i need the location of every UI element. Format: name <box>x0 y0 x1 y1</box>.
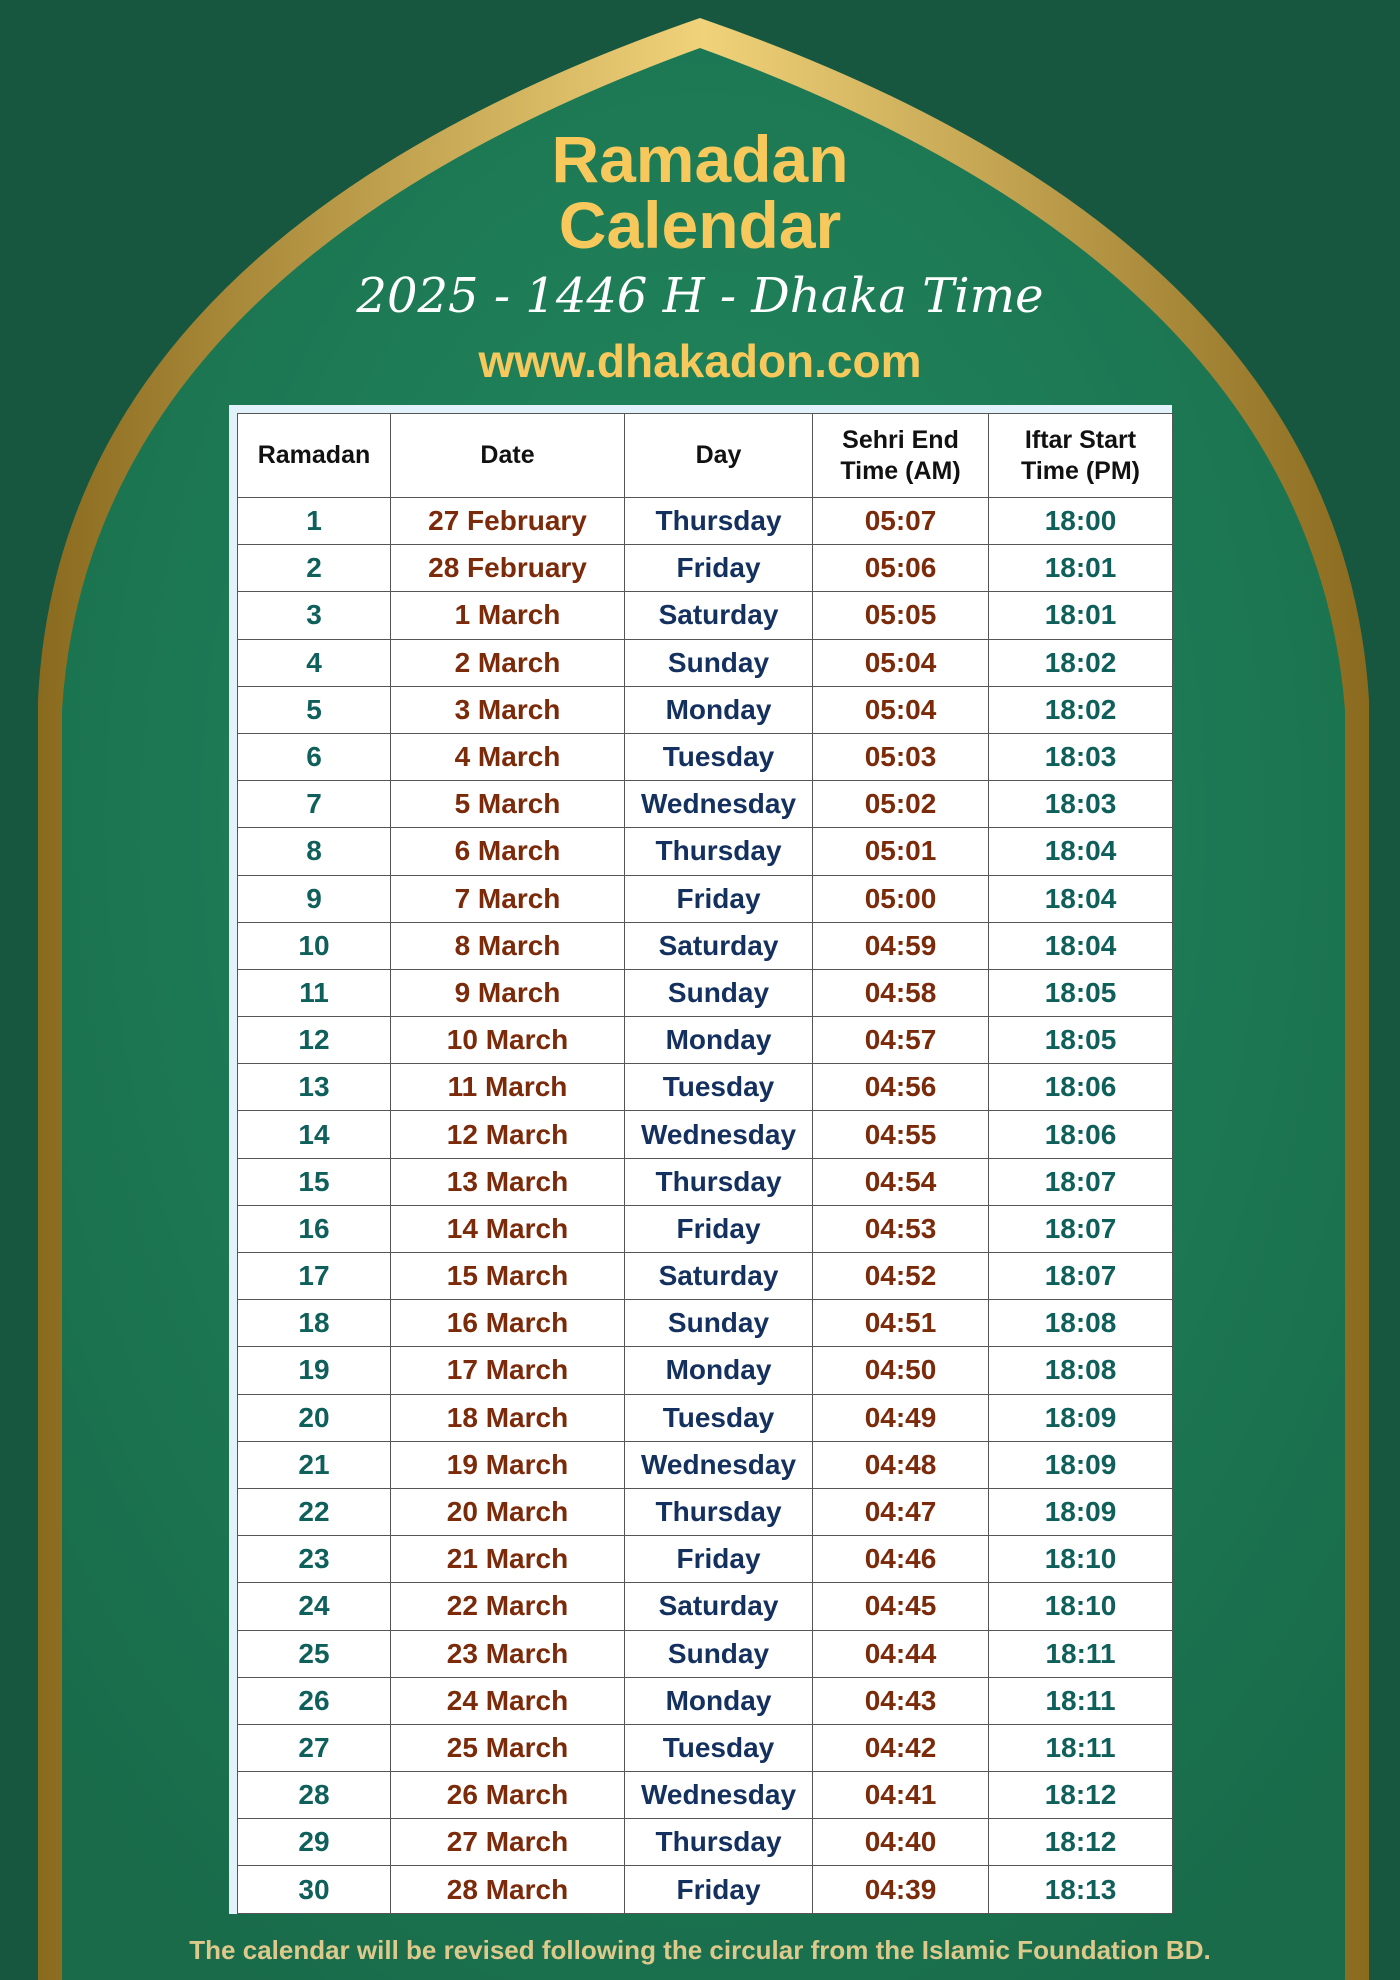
ramadan-day-cell: 24 <box>238 1583 391 1630</box>
table-row <box>238 1158 1173 1205</box>
ramadan-day-cell: 14 <box>238 1111 391 1158</box>
iftar-time-cell: 18:04 <box>989 828 1173 875</box>
date-cell: 22 March <box>391 1583 625 1630</box>
sehri-time-cell: 04:40 <box>813 1819 989 1866</box>
sehri-time-cell: 04:42 <box>813 1724 989 1771</box>
iftar-time-cell: 18:02 <box>989 686 1173 733</box>
iftar-time-cell: 18:07 <box>989 1205 1173 1252</box>
date-cell: 8 March <box>391 922 625 969</box>
date-cell: 28 March <box>391 1866 625 1913</box>
date-cell: 10 March <box>391 1017 625 1064</box>
iftar-time-cell: 18:09 <box>989 1394 1173 1441</box>
table-row <box>238 1300 1173 1347</box>
table-row <box>238 1536 1173 1583</box>
table-row <box>238 592 1173 639</box>
weekday-cell: Monday <box>625 1677 813 1724</box>
ramadan-day-cell: 5 <box>238 686 391 733</box>
weekday-cell: Tuesday <box>625 1394 813 1441</box>
iftar-time-cell: 18:01 <box>989 592 1173 639</box>
table-row <box>238 1347 1173 1394</box>
header-iftar: Iftar Start Time (PM) <box>989 414 1173 498</box>
date-cell: 28 February <box>391 545 625 592</box>
date-cell: 1 March <box>391 592 625 639</box>
date-cell: 27 March <box>391 1819 625 1866</box>
date-cell: 9 March <box>391 969 625 1016</box>
sehri-time-cell: 04:51 <box>813 1300 989 1347</box>
ramadan-day-cell: 2 <box>238 545 391 592</box>
date-cell: 5 March <box>391 781 625 828</box>
date-cell: 6 March <box>391 828 625 875</box>
iftar-time-cell: 18:12 <box>989 1819 1173 1866</box>
weekday-cell: Tuesday <box>625 1724 813 1771</box>
header-ramadan: Ramadan <box>238 414 391 498</box>
ramadan-day-cell: 17 <box>238 1253 391 1300</box>
ramadan-day-cell: 18 <box>238 1300 391 1347</box>
table-row <box>238 1583 1173 1630</box>
table-row <box>238 1441 1173 1488</box>
table-row <box>238 1017 1173 1064</box>
iftar-time-cell: 18:02 <box>989 639 1173 686</box>
ramadan-day-cell: 25 <box>238 1630 391 1677</box>
weekday-cell: Saturday <box>625 1253 813 1300</box>
iftar-time-cell: 18:00 <box>989 498 1173 545</box>
iftar-time-cell: 18:07 <box>989 1158 1173 1205</box>
iftar-time-cell: 18:11 <box>989 1724 1173 1771</box>
iftar-time-cell: 18:10 <box>989 1536 1173 1583</box>
sehri-time-cell: 05:02 <box>813 781 989 828</box>
weekday-cell: Wednesday <box>625 781 813 828</box>
sehri-time-cell: 04:46 <box>813 1536 989 1583</box>
date-cell: 15 March <box>391 1253 625 1300</box>
ramadan-day-cell: 16 <box>238 1205 391 1252</box>
weekday-cell: Friday <box>625 875 813 922</box>
date-cell: 11 March <box>391 1064 625 1111</box>
footer-note: The calendar will be revised following the circular from the Islamic Foundation BD. <box>189 1935 1211 1965</box>
iftar-time-cell: 18:11 <box>989 1630 1173 1677</box>
ramadan-day-cell: 28 <box>238 1772 391 1819</box>
iftar-time-cell: 18:03 <box>989 733 1173 780</box>
table-row <box>238 545 1173 592</box>
sehri-time-cell: 04:58 <box>813 969 989 1016</box>
ramadan-day-cell: 8 <box>238 828 391 875</box>
weekday-cell: Friday <box>625 1536 813 1583</box>
weekday-cell: Sunday <box>625 969 813 1016</box>
date-cell: 18 March <box>391 1394 625 1441</box>
sehri-time-cell: 05:04 <box>813 639 989 686</box>
table-row <box>238 1724 1173 1771</box>
weekday-cell: Sunday <box>625 1300 813 1347</box>
sehri-time-cell: 04:45 <box>813 1583 989 1630</box>
weekday-cell: Thursday <box>625 1158 813 1205</box>
table-row <box>238 969 1173 1016</box>
iftar-time-cell: 18:05 <box>989 969 1173 1016</box>
sehri-time-cell: 04:44 <box>813 1630 989 1677</box>
iftar-time-cell: 18:04 <box>989 875 1173 922</box>
date-cell: 7 March <box>391 875 625 922</box>
sehri-time-cell: 04:43 <box>813 1677 989 1724</box>
ramadan-day-cell: 20 <box>238 1394 391 1441</box>
sehri-time-cell: 04:50 <box>813 1347 989 1394</box>
table-row <box>238 781 1173 828</box>
ramadan-day-cell: 9 <box>238 875 391 922</box>
date-cell: 17 March <box>391 1347 625 1394</box>
ramadan-day-cell: 30 <box>238 1866 391 1913</box>
iftar-time-cell: 18:10 <box>989 1583 1173 1630</box>
sehri-time-cell: 05:06 <box>813 545 989 592</box>
table-row <box>238 875 1173 922</box>
sehri-time-cell: 04:54 <box>813 1158 989 1205</box>
sehri-time-cell: 04:56 <box>813 1064 989 1111</box>
ramadan-day-cell: 26 <box>238 1677 391 1724</box>
table-row <box>238 1866 1173 1913</box>
sehri-time-cell: 04:49 <box>813 1394 989 1441</box>
date-cell: 25 March <box>391 1724 625 1771</box>
table-row <box>238 498 1173 545</box>
ramadan-day-cell: 22 <box>238 1488 391 1535</box>
ramadan-day-cell: 1 <box>238 498 391 545</box>
iftar-time-cell: 18:05 <box>989 1017 1173 1064</box>
date-cell: 2 March <box>391 639 625 686</box>
table-row <box>238 828 1173 875</box>
weekday-cell: Monday <box>625 1017 813 1064</box>
weekday-cell: Thursday <box>625 498 813 545</box>
weekday-cell: Tuesday <box>625 733 813 780</box>
weekday-cell: Wednesday <box>625 1111 813 1158</box>
weekday-cell: Monday <box>625 686 813 733</box>
table-row <box>238 733 1173 780</box>
title-line-2: Calendar <box>558 188 842 262</box>
weekday-cell: Saturday <box>625 592 813 639</box>
date-cell: 26 March <box>391 1772 625 1819</box>
weekday-cell: Monday <box>625 1347 813 1394</box>
table-row <box>238 1630 1173 1677</box>
iftar-time-cell: 18:01 <box>989 545 1173 592</box>
sehri-time-cell: 05:00 <box>813 875 989 922</box>
table-row <box>238 922 1173 969</box>
weekday-cell: Sunday <box>625 1630 813 1677</box>
iftar-time-cell: 18:08 <box>989 1347 1173 1394</box>
table-row <box>238 1205 1173 1252</box>
date-cell: 20 March <box>391 1488 625 1535</box>
sehri-time-cell: 04:53 <box>813 1205 989 1252</box>
iftar-time-cell: 18:12 <box>989 1772 1173 1819</box>
date-cell: 21 March <box>391 1536 625 1583</box>
iftar-time-cell: 18:07 <box>989 1253 1173 1300</box>
weekday-cell: Friday <box>625 1866 813 1913</box>
date-cell: 27 February <box>391 498 625 545</box>
date-cell: 12 March <box>391 1111 625 1158</box>
sehri-time-cell: 04:48 <box>813 1441 989 1488</box>
table-row <box>238 1488 1173 1535</box>
table-row <box>238 1677 1173 1724</box>
weekday-cell: Saturday <box>625 1583 813 1630</box>
iftar-time-cell: 18:09 <box>989 1488 1173 1535</box>
weekday-cell: Friday <box>625 545 813 592</box>
table-row <box>238 639 1173 686</box>
sehri-time-cell: 04:52 <box>813 1253 989 1300</box>
weekday-cell: Tuesday <box>625 1064 813 1111</box>
date-cell: 19 March <box>391 1441 625 1488</box>
iftar-time-cell: 18:04 <box>989 922 1173 969</box>
ramadan-day-cell: 3 <box>238 592 391 639</box>
date-cell: 14 March <box>391 1205 625 1252</box>
sehri-time-cell: 04:55 <box>813 1111 989 1158</box>
weekday-cell: Saturday <box>625 922 813 969</box>
ramadan-day-cell: 6 <box>238 733 391 780</box>
sehri-time-cell: 05:05 <box>813 592 989 639</box>
ramadan-day-cell: 4 <box>238 639 391 686</box>
sehri-time-cell: 04:57 <box>813 1017 989 1064</box>
table-row <box>238 686 1173 733</box>
ramadan-day-cell: 15 <box>238 1158 391 1205</box>
subtitle: 2025 - 1446 H - Dhaka Time <box>356 268 1044 324</box>
header-sehri: Sehri End Time (AM) <box>813 414 989 498</box>
weekday-cell: Thursday <box>625 1488 813 1535</box>
date-cell: 24 March <box>391 1677 625 1724</box>
iftar-time-cell: 18:11 <box>989 1677 1173 1724</box>
date-cell: 16 March <box>391 1300 625 1347</box>
date-cell: 23 March <box>391 1630 625 1677</box>
table-header-row <box>238 414 1173 498</box>
ramadan-day-cell: 29 <box>238 1819 391 1866</box>
table-row <box>238 1772 1173 1819</box>
date-cell: 13 March <box>391 1158 625 1205</box>
weekday-cell: Friday <box>625 1205 813 1252</box>
iftar-time-cell: 18:06 <box>989 1111 1173 1158</box>
ramadan-day-cell: 19 <box>238 1347 391 1394</box>
ramadan-day-cell: 27 <box>238 1724 391 1771</box>
title-line-1: Ramadan <box>551 122 849 196</box>
sehri-time-cell: 05:03 <box>813 733 989 780</box>
sehri-time-cell: 04:47 <box>813 1488 989 1535</box>
ramadan-day-cell: 13 <box>238 1064 391 1111</box>
date-cell: 4 March <box>391 733 625 780</box>
ramadan-day-cell: 23 <box>238 1536 391 1583</box>
sehri-time-cell: 04:41 <box>813 1772 989 1819</box>
ramadan-day-cell: 7 <box>238 781 391 828</box>
table-row <box>238 1111 1173 1158</box>
sehri-time-cell: 05:04 <box>813 686 989 733</box>
sehri-time-cell: 04:39 <box>813 1866 989 1913</box>
iftar-time-cell: 18:09 <box>989 1441 1173 1488</box>
sehri-time-cell: 05:07 <box>813 498 989 545</box>
weekday-cell: Thursday <box>625 1819 813 1866</box>
ramadan-day-cell: 21 <box>238 1441 391 1488</box>
weekday-cell: Thursday <box>625 828 813 875</box>
ramadan-day-cell: 10 <box>238 922 391 969</box>
iftar-time-cell: 18:13 <box>989 1866 1173 1913</box>
table-row <box>238 1394 1173 1441</box>
weekday-cell: Sunday <box>625 639 813 686</box>
iftar-time-cell: 18:06 <box>989 1064 1173 1111</box>
header-day: Day <box>625 414 813 498</box>
iftar-time-cell: 18:03 <box>989 781 1173 828</box>
table-row <box>238 1064 1173 1111</box>
header-date: Date <box>391 414 625 498</box>
iftar-time-cell: 18:08 <box>989 1300 1173 1347</box>
ramadan-day-cell: 11 <box>238 969 391 1016</box>
weekday-cell: Wednesday <box>625 1772 813 1819</box>
website-link[interactable]: www.dhakadon.com <box>478 335 922 387</box>
weekday-cell: Wednesday <box>625 1441 813 1488</box>
sehri-time-cell: 05:01 <box>813 828 989 875</box>
ramadan-day-cell: 12 <box>238 1017 391 1064</box>
table-row <box>238 1819 1173 1866</box>
date-cell: 3 March <box>391 686 625 733</box>
ramadan-timetable <box>229 405 1172 1914</box>
sehri-time-cell: 04:59 <box>813 922 989 969</box>
table-row <box>238 1253 1173 1300</box>
